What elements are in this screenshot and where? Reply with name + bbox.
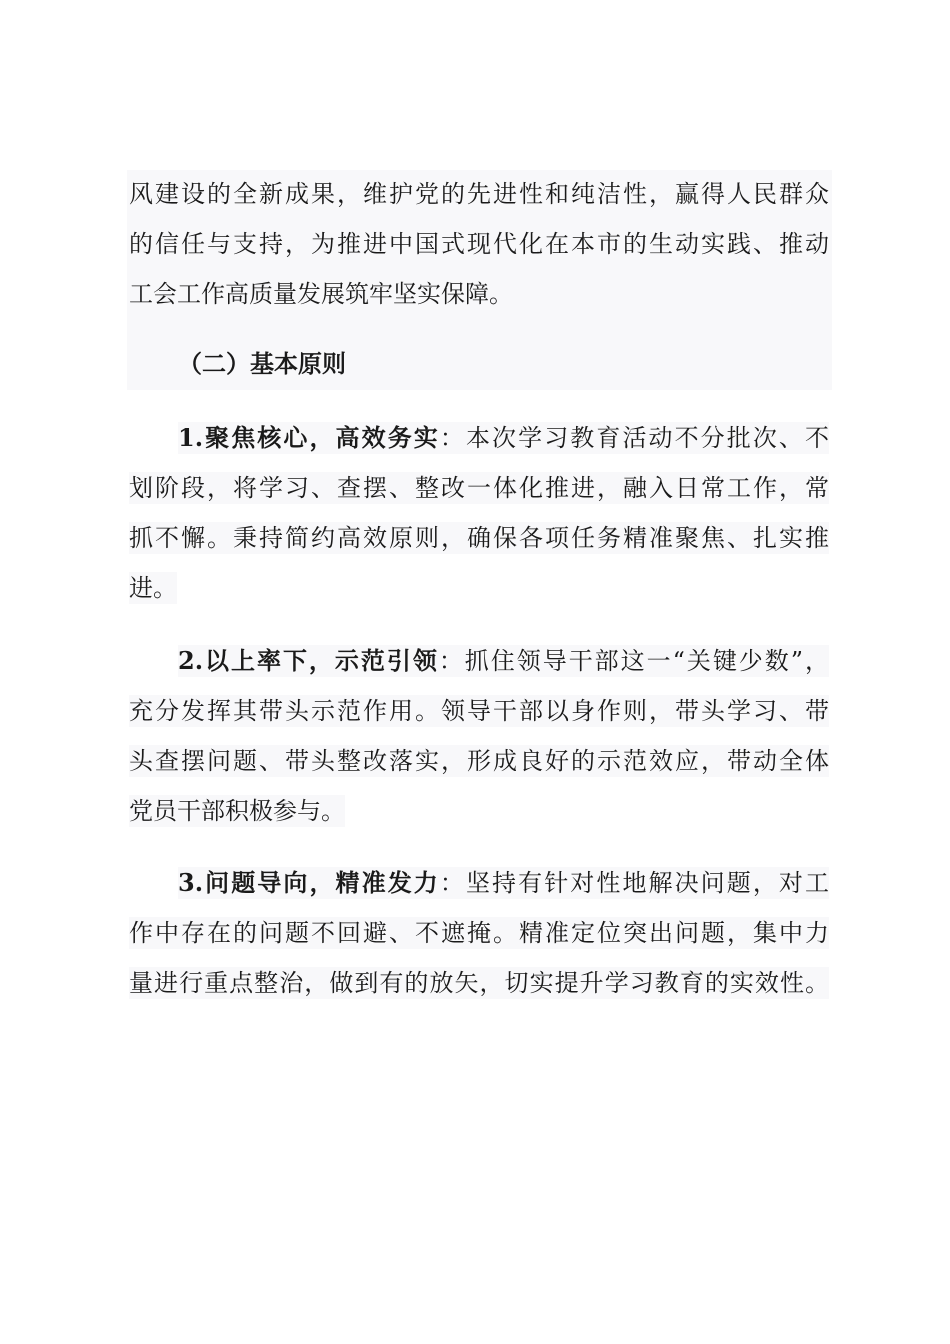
principle-2-line-2: 充分发挥其带头示范作用。领导干部以身作则，带头学习、带	[129, 697, 829, 725]
principle-3-line-2: 作中存在的问题不回避、不遮掩。精准定位突出问题，集中力	[129, 919, 829, 947]
principle-3-lead: 3.问题导向，精准发力	[178, 868, 440, 897]
principle-1-line-4: 进。	[129, 574, 177, 602]
principle-3-line-3: 量进行重点整治，做到有的放矢，切实提升学习教育的实效性。	[129, 969, 829, 997]
principle-2-line-4: 党员干部积极参与。	[129, 797, 345, 825]
principle-1-line-2: 划阶段，将学习、查摆、整改一体化推进，融入日常工作，常	[129, 474, 829, 502]
principle-1-first-line	[178, 422, 829, 454]
principle-3-first-line	[178, 867, 829, 899]
principle-2-lead: 2.以上率下，示范引领	[178, 646, 439, 675]
intro-line-2: 的信任与支持，为推进中国式现代化在本市的生动实践、推动	[129, 230, 829, 258]
principle-2-first-rest: ：抓住领导干部这一“关键少数”，	[438, 647, 829, 675]
principle-2-line-3: 头查摆问题、带头整改落实，形成良好的示范效应，带动全体	[129, 747, 829, 775]
principle-2-first-line	[178, 645, 829, 677]
principle-3-first-rest: ：坚持有针对性地解决问题，对工	[439, 869, 830, 897]
principle-1-lead: 1.聚焦核心，高效务实	[178, 423, 440, 452]
intro-line-1: 风建设的全新成果，维护党的先进性和纯洁性，赢得人民群众	[129, 180, 829, 208]
principle-1-line-3: 抓不懈。秉持简约高效原则，确保各项任务精准聚焦、扎实推	[129, 524, 829, 552]
principle-1-first-rest: ：本次学习教育活动不分批次、不	[439, 424, 830, 452]
section-heading: （二）基本原则	[178, 349, 346, 378]
intro-line-3: 工会工作高质量发展筑牢坚实保障。	[129, 280, 513, 308]
